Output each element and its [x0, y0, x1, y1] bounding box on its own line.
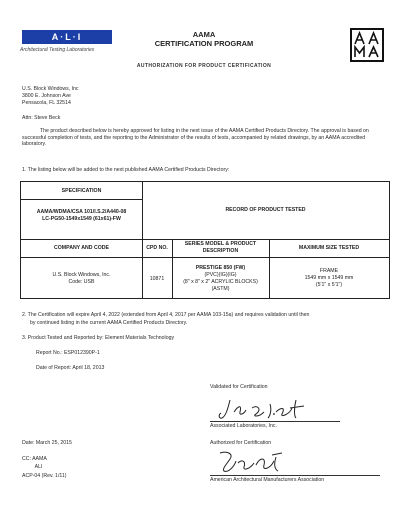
address-line-2: 3800 E. Johnson Ave: [22, 93, 71, 99]
row-series-line-4: (ASTM): [211, 286, 230, 292]
spec-value-line-1: AAMA/WDMA/CSA 101/I.S.2/A440-08: [36, 209, 127, 215]
row-max-size-metric: 1549 mm x 1549 mm: [304, 275, 354, 281]
item-3-text: 3. Product Tested and Reported by: Element Materials Technology: [22, 335, 175, 341]
address-line-1: U.S. Block Windows, Inc: [22, 86, 79, 92]
row-series-line-3: (8" x 8" x 2" ACRYLIC BLOCKS): [183, 279, 258, 285]
row-max-frame-label: FRAME: [319, 268, 339, 274]
spec-heading: SPECIFICATION: [61, 188, 102, 194]
ali-logo: A·L·I: [22, 30, 112, 44]
row-series-line-1: PRESTIGE 850 (FW): [195, 265, 246, 271]
header-title-aama: AAMA: [192, 30, 216, 39]
ali-tagline: Architectural Testing Laboratories: [20, 47, 95, 53]
row-series-line-2: (PVC)(IG)(IG): [204, 272, 237, 278]
col-series-heading-line-2: DESCRIPTION: [202, 248, 239, 254]
attention-line: Attn: Steve Beck: [22, 115, 61, 121]
validator-name: Associated Laboratories, Inc.: [210, 423, 277, 429]
row-cpd-number: 10871: [149, 276, 165, 282]
intro-paragraph: The product described below is hereby approved for listing in the next issue of the AAMA Certified Products Directory. The approval is based on successful completion of tests, and the reporting to the Administrator of the results of tests, accompanied by related drawings, by an AAMA accredited laboratory.: [22, 128, 369, 148]
aama-logo-mark: [352, 30, 382, 60]
row-max-size-imperial: (5'1" x 5'1"): [315, 282, 343, 288]
authorized-label: Authorized for Certification: [210, 440, 272, 446]
report-number: Report No.: ESP012390P-1: [36, 350, 100, 356]
cc-line-2: ALI: [22, 464, 43, 470]
address-line-3: Pensacola, FL 32514: [22, 100, 71, 106]
col-series-heading-line-1: SERIES MODEL & PRODUCT: [184, 241, 257, 247]
item-1-text: 1. The listing below will be added to the next published AAMA Certified Products Directory:: [22, 167, 230, 173]
col-max-size-heading: MAXIMUM SIZE TESTED: [298, 245, 360, 251]
authorizer-name: American Architectural Manufacturers Association: [210, 477, 325, 483]
row-company-name: U.S. Block Windows, Inc.: [52, 272, 111, 278]
col-cpd-heading: CPD NO.: [146, 245, 168, 251]
cc-line-1: CC: AAMA: [22, 456, 47, 462]
date-line: Date: March 25, 2015: [22, 440, 72, 446]
record-heading: RECORD OF PRODUCT TESTED: [225, 207, 306, 213]
row-company-code: Code: USB: [68, 279, 95, 285]
spec-value-line-2: LC-PG50-1549x1549 (61x61)-FW: [42, 216, 121, 222]
aama-logo: [350, 28, 384, 62]
report-date: Date of Report: April 18, 2013: [36, 365, 105, 371]
item-2-text-line-1: 2. The Certification will expire April 4, 2022 (extended from April 4, 2017 per AAMA 103-15a) and requires validation until then: [22, 312, 310, 318]
validated-label: Validated for Certification: [210, 384, 268, 390]
header-title-program: CERTIFICATION PROGRAM: [154, 39, 254, 48]
validator-signature: [212, 394, 332, 422]
item-2-text-line-2: by continued listing in the current AAMA Certified Products Directory.: [30, 320, 188, 326]
col-company-heading: COMPANY AND CODE: [54, 245, 109, 251]
header-subtitle: AUTHORIZATION FOR PRODUCT CERTIFICATION: [136, 63, 272, 69]
product-record-table: [20, 181, 390, 299]
authorizer-signature: [212, 449, 292, 475]
form-revision: ACP-04 (Rev. 1/11): [22, 473, 67, 479]
